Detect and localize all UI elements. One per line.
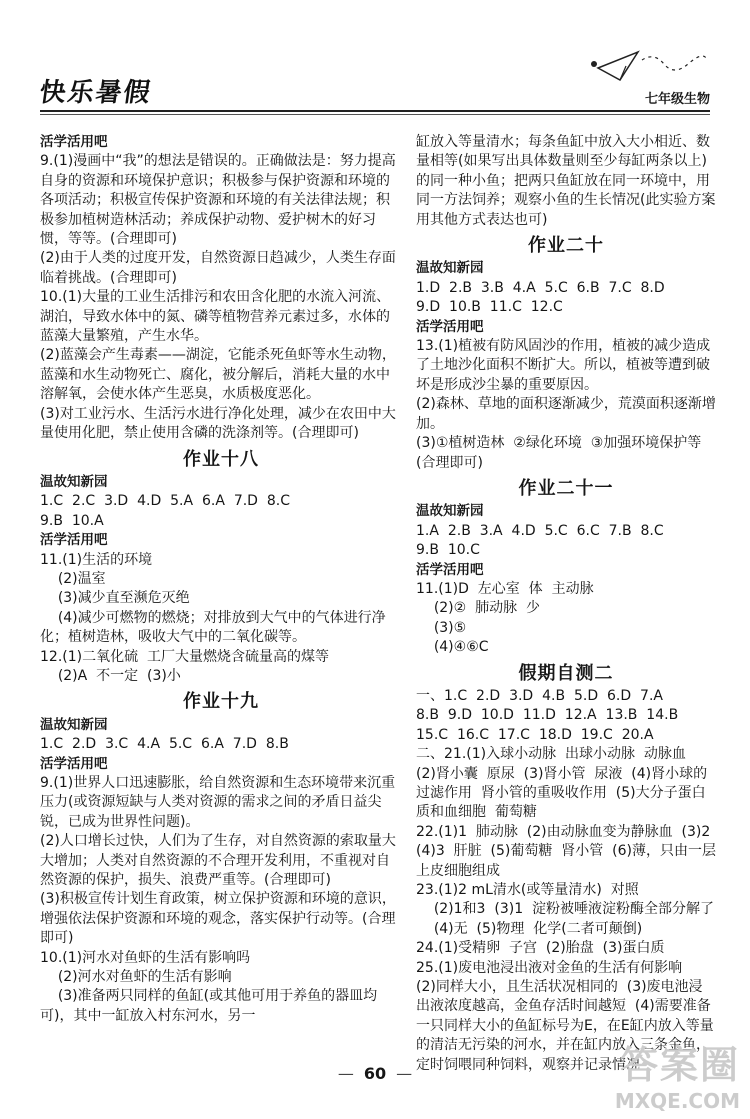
answer-line: (4)无 (5)物理 化学(二者可颠倒) (416, 920, 643, 937)
page-number: — 60 — (0, 1064, 750, 1083)
answer-line: 9.(1)世界人口迅速膨胀，给自然资源和生态环境带来沉重压力(或资源短缺与人类对资源的需求之间的矛盾日益尖锐，已成为世界性问题)。 (40, 775, 396, 830)
answer-line: (2)温室 (40, 570, 106, 587)
answer-line: 22.(1)1 肺动脉 (2)由动脉血变为静脉血 (3)2 (4)3 肝脏 (5)葡萄糖 肾小管 (6)薄，只由一层上皮细胞组成 (416, 823, 717, 879)
section-label: 活学活用吧 (40, 532, 108, 549)
homework-title: 作业十八 (183, 448, 259, 470)
left-column (40, 133, 402, 1026)
answer-line: 1.D 2.B 3.B 4.A 5.C 6.B 7.C 8.D (416, 279, 665, 296)
answer-line: 12.(1)二氧化硫 工厂大量燃烧含硫量高的煤等 (40, 648, 329, 665)
answer-line: (2)由于人类的过度开发，自然资源日趋减少，人类生存面临着挑战。(合理即可) (40, 250, 396, 286)
answer-line: 24.(1)受精卵 子宫 (2)胎盘 (3)蛋白质 (416, 940, 665, 957)
section-label: 活学活用吧 (416, 561, 484, 578)
page-header (0, 0, 750, 140)
section-label: 活学活用吧 (416, 318, 484, 335)
answer-line: (2)1和3 (3)1 淀粉被唾液淀粉酶全部分解了 (416, 901, 714, 918)
answer-line: (3)积极宣传计划生育政策，树立保护资源和环境的意识，增强依法保护资源和环境的观念，落实保护行动等。(合理即可) (40, 891, 396, 947)
section-label: 温故知新园 (40, 473, 108, 490)
answer-line: (3)准备两只同样的鱼缸(或其他可用于养鱼的器皿均可)，其中一缸放入村东河水，另一 (40, 988, 378, 1024)
answer-line: 11.(1)D 左心室 体 主动脉 (416, 580, 594, 597)
answer-line: 一、1.C 2.D 3.D 4.B 5.D 6.D 7.A (416, 687, 663, 704)
answer-line: (4)④⑥C (416, 639, 489, 656)
answer-line: 9.D 10.B 11.C 12.C (416, 299, 563, 316)
watermark-url: MXQE.COM (614, 1089, 740, 1113)
homework-title: 作业二十 (528, 235, 604, 257)
answer-line: (2)② 肺动脉 少 (416, 600, 540, 617)
answer-line: (4)减少可燃物的燃烧；对排放到大气中的气体进行净化；植树造林，吸收大气中的二氧化碳等。 (40, 609, 386, 646)
answer-line: (3)①植树造林 ②绿化环境 ③加强环境保护等(合理即可) (416, 435, 702, 471)
header-rule (40, 110, 710, 112)
homework-title: 假期自测二 (518, 662, 614, 684)
section-label: 温故知新园 (416, 503, 484, 520)
answer-line: 缸放入等量清水；每条鱼缸中放入大小相近、数量相等(如果写出具体数量则至少每缸两条以上)的同一种小鱼；把两只鱼缸放在同一环境中，用同一方法饲养；观察小鱼的生长情况(此实验方案用其他方式表达也可) (416, 134, 716, 228)
answer-line: 25.(1)废电池浸出液对金鱼的生活有何影响 (416, 959, 683, 976)
answer-line: (2)河水对鱼虾的生活有影响 (40, 969, 232, 986)
answer-line: (2)A 不一定 (3)小 (40, 667, 181, 684)
answer-line: 8.B 9.D 10.D 11.D 12.A 13.B 14.B (416, 707, 679, 724)
answer-line: (2)蓝藻会产生毒素——湖淀，它能杀死鱼虾等水生动物，蓝藻和水生动物死亡、腐化，被分解后，消耗大量的水中溶解氧，会使水体产生恶臭，水质极度恶化。 (40, 347, 396, 403)
answer-line: 1.C 2.C 3.D 4.D 5.A 6.A 7.D 8.C (40, 493, 290, 510)
answer-line: 10.(1)河水对鱼虾的生活有影响吗 (40, 949, 251, 966)
answer-line: (2)森林、草地的面积逐渐减少，荒漠面积逐渐增加。 (416, 396, 716, 432)
answer-line: 10.(1)大量的工业生活排污和农田含化肥的水流入河流、湖泊，导致水体中的氮、磷等植物营养元素过多，水体的蓝藻大量繁殖，产生水华。 (40, 289, 391, 345)
section-label: 温故知新园 (416, 260, 484, 277)
answer-line: (2)同样大小，且生活状况相同的 (3)废电池浸出液浓度越高，金鱼存活时间越短 (4)需要准备一只同样大小的鱼缸标号为E，在E缸内放入等量的清洁无污染的河水，并在缸内放入三条金鱼，定时饲喂同种饲料，观察并记录情况 (416, 979, 714, 1073)
right-column (416, 133, 716, 1075)
homework-title: 作业二十一 (518, 477, 614, 499)
answer-line: 1.A 2.B 3.A 4.D 5.C 6.C 7.B 8.C (416, 522, 664, 539)
answer-line: (3)⑤ (416, 619, 467, 636)
answer-line: (3)对工业污水、生活污水进行净化处理，减少在农田中大量使用化肥，禁止使用含磷的洗涤剂等。(合理即可) (40, 405, 396, 442)
answer-line: (3)减少直至濒危灭绝 (40, 590, 190, 607)
section-label: 活学活用吧 (40, 755, 108, 772)
answer-line: (2)肾小囊 原尿 (3)肾小管 尿液 (4)肾小球的过滤作用 肾小管的重吸收作用 (5)大分子蛋白质和血细胞 葡萄糖 (416, 765, 708, 821)
answer-line: 9.B 10.A (40, 512, 104, 529)
watermark-title: 答案圈 (619, 1043, 740, 1087)
homework-title: 作业十九 (183, 691, 259, 713)
answer-line: 13.(1)植被有防风固沙的作用，植被的减少造成了土地沙化面积不断扩大。所以，植被等遭到破坏是形成沙尘暴的重要原因。 (416, 338, 711, 393)
answer-line: 11.(1)生活的环境 (40, 551, 153, 568)
section-label: 活学活用吧 (40, 134, 108, 150)
subject-tag: 七年级生物 (644, 92, 710, 107)
header-rule-thin (40, 114, 710, 115)
answer-line: 1.C 2.D 3.C 4.A 5.C 6.A 7.D 8.B (40, 736, 289, 753)
answer-line: 二、21.(1)入球小动脉 出球小动脉 动脉血 (416, 746, 686, 763)
answer-line: 15.C 16.C 17.C 18.D 19.C 20.A (416, 726, 654, 743)
answer-line: 23.(1)2 mL清水(或等量清水) 对照 (416, 882, 639, 899)
summer-logo: 快乐暑假 (37, 78, 154, 108)
watermark-stamp (615, 1034, 740, 1113)
answer-line: 9.(1)漫画中“我”的想法是错误的。正确做法是：努力提高自身的资源和环境保护意识；积极参与保护资源和环境的各项活动；积极宣传保护资源和环境的有关法律法规；积极参加植树造林活动；养成保护动物、爱护树木的好习惯，等等。(合理即可) (40, 153, 396, 248)
answer-line: (2)人口增长过快，人们为了生存，对自然资源的索取量大大增加；人类对自然资源的不合理开发利用，不重视对自然资源的保护，损失、浪费严重等。(合理即可) (40, 833, 396, 889)
section-label: 温故知新园 (40, 716, 108, 733)
answer-line: 9.B 10.C (416, 542, 480, 559)
